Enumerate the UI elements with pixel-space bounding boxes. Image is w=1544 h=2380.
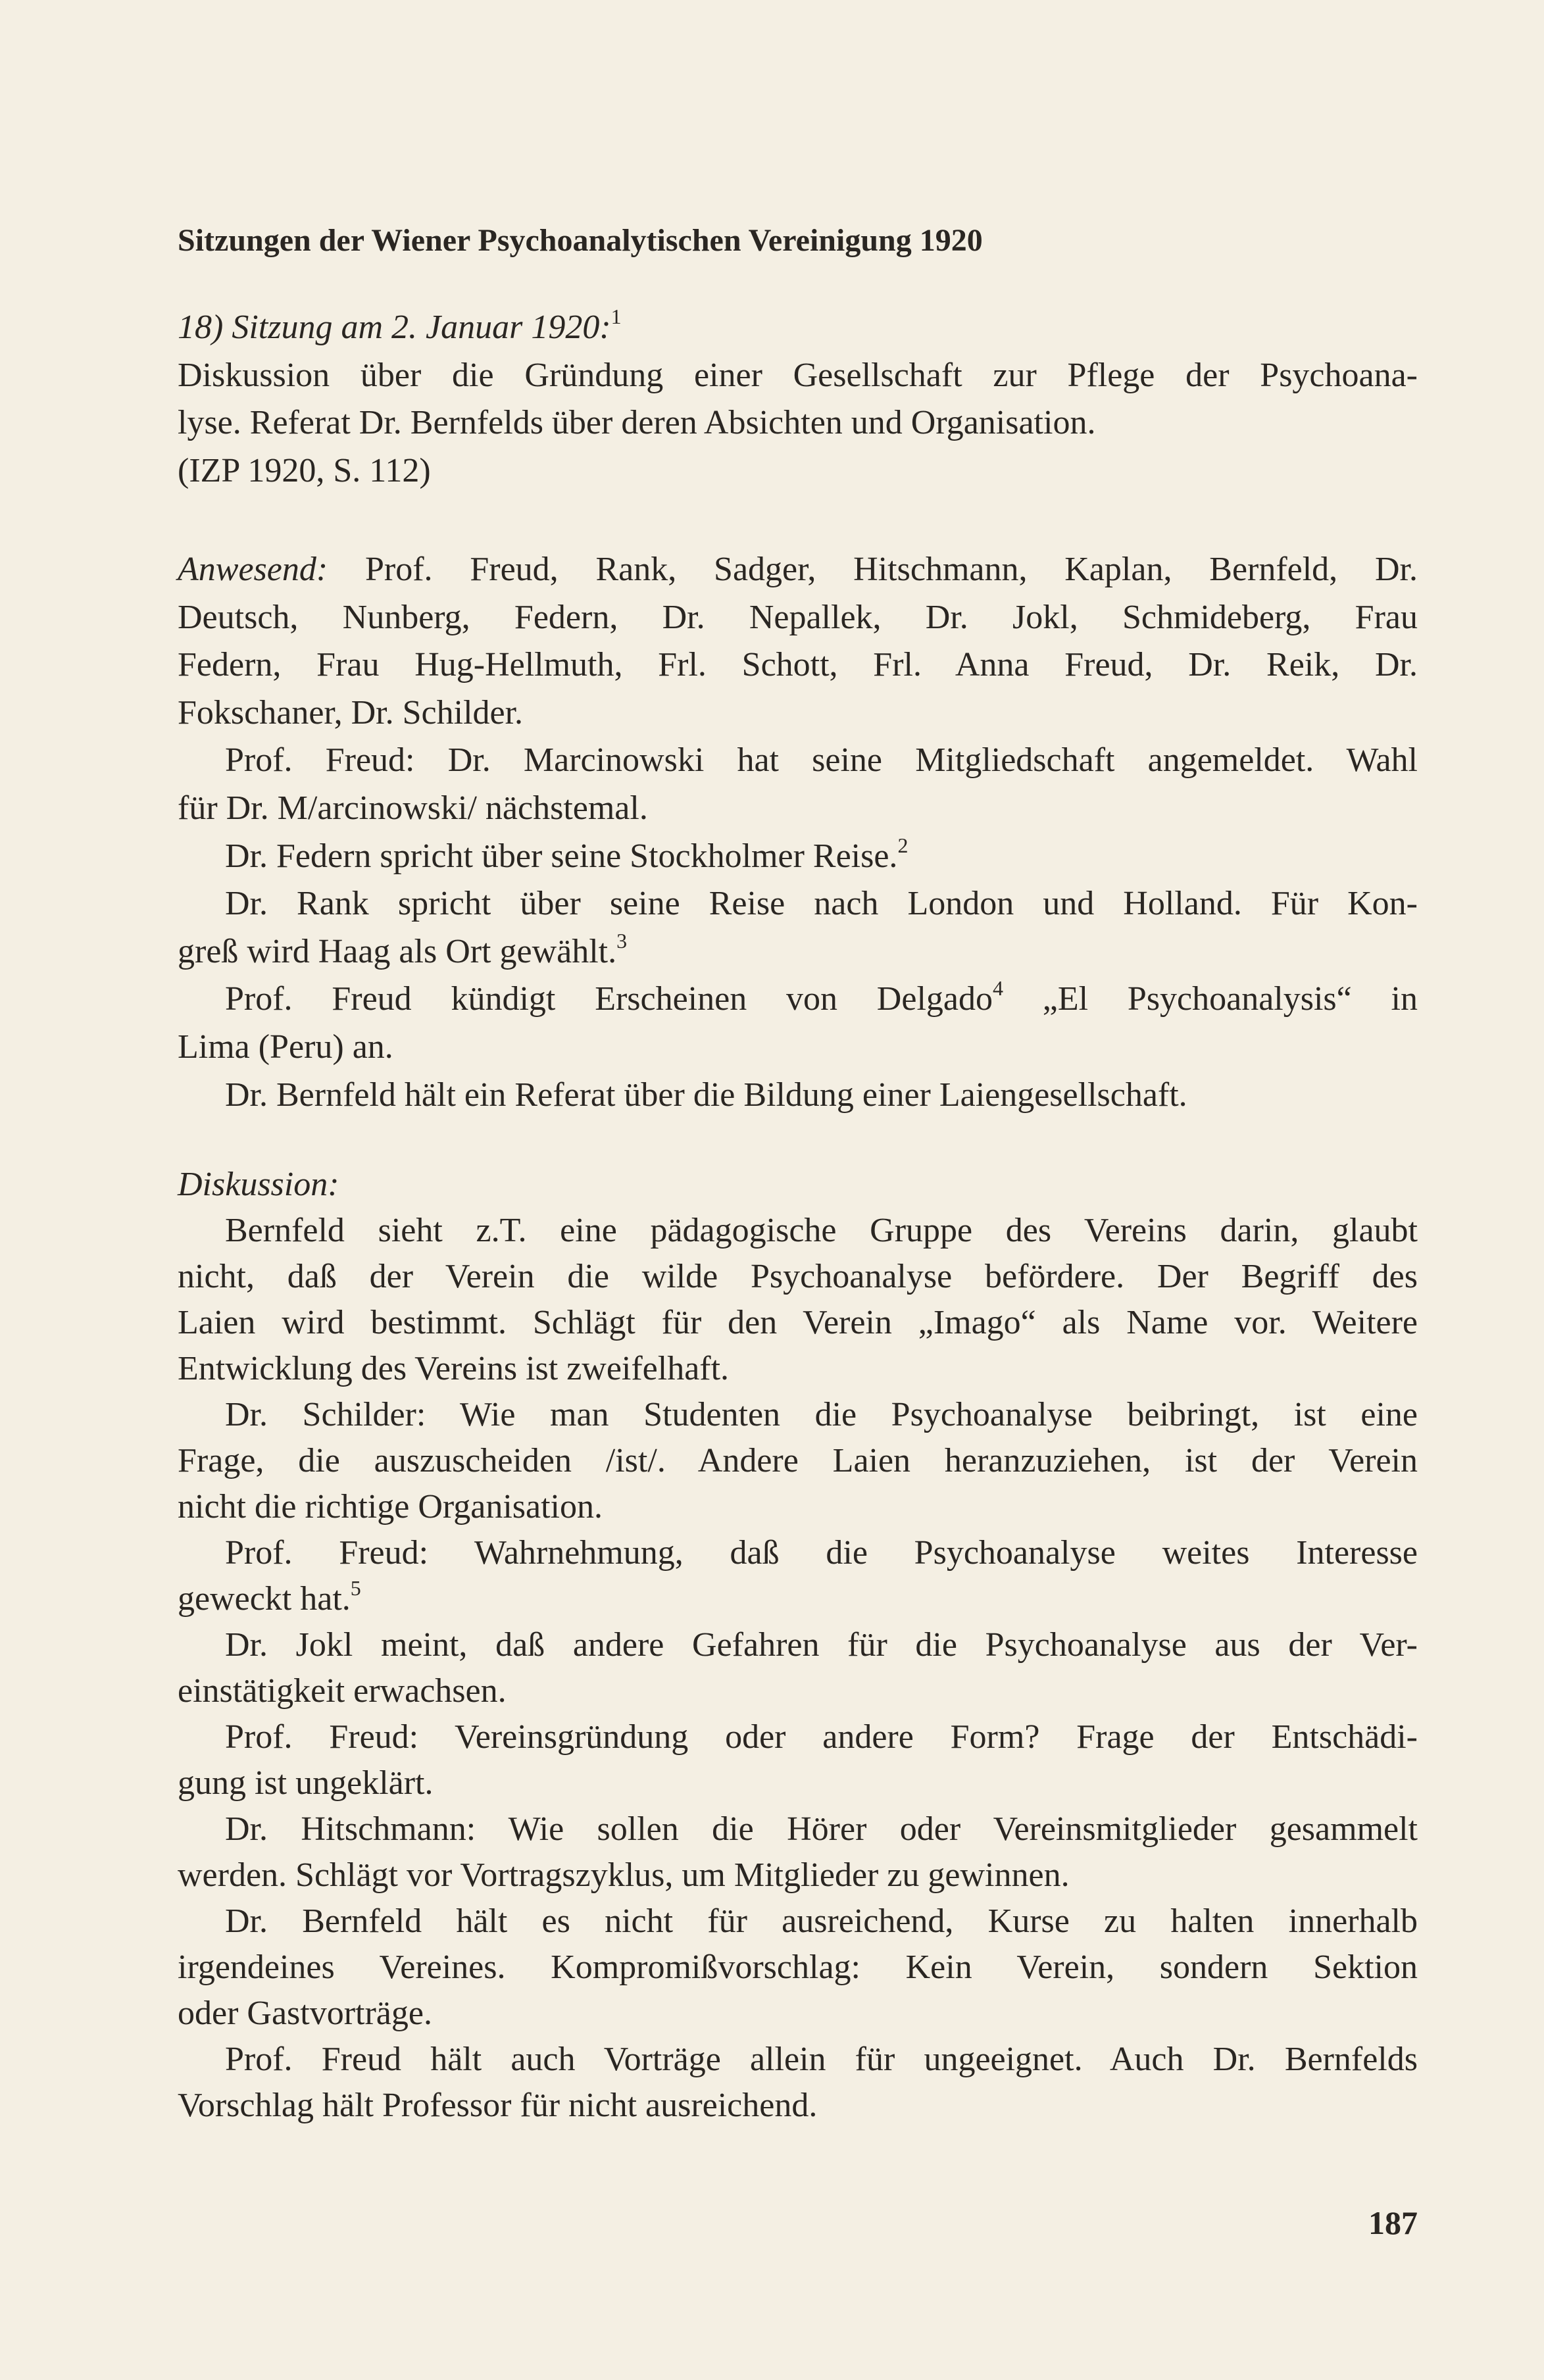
text-segment: (IZP 1920, S. 112) xyxy=(178,451,431,489)
text-segment: irgendeines Vereines. Kompromißvorschlag: Kein Verein, sondern Sektion xyxy=(178,1948,1418,1986)
text-segment: Prof. Freud: Wahrnehmung, daß die Psychoanalyse weites Interesse xyxy=(225,1534,1418,1572)
text-line xyxy=(178,1438,1418,1484)
text-line xyxy=(178,1300,1418,1346)
page-number: 187 xyxy=(1368,2204,1418,2241)
text-line xyxy=(178,785,1418,833)
text-segment: „El Psychoanalysis“ in xyxy=(1003,980,1418,1018)
text-segment: Prof. Freud: Dr. Marcinowski hat seine Mitgliedschaft angemeldet. Wahl xyxy=(225,741,1418,780)
italic-label: 18) Sitzung am 2. Januar 1920: xyxy=(178,309,611,346)
text-line xyxy=(178,1714,1418,1760)
text-segment: Dr. Bernfeld hält ein Referat über die Bildung einer Laiengesellschaft. xyxy=(225,1076,1187,1114)
text-line xyxy=(178,304,1418,352)
text-line xyxy=(178,1806,1418,1852)
text-segment: Dr. Bernfeld hält es nicht für ausreichend, Kurse zu halten innerhalb xyxy=(225,1902,1418,1940)
text-line xyxy=(178,1162,1418,1208)
text-line xyxy=(178,399,1418,447)
text-segment: Dr. Federn spricht über seine Stockholmer Reise. xyxy=(225,837,898,875)
text-line xyxy=(178,1484,1418,1530)
text-segment: Dr. Schilder: Wie man Studenten die Psychoanalyse beibringt, ist eine xyxy=(225,1396,1418,1433)
text-segment: Deutsch, Nunberg, Federn, Dr. Nepallek, Dr. Jokl, Schmideberg, Frau xyxy=(178,598,1418,636)
italic-label: Anwesend: xyxy=(178,551,328,588)
text-line xyxy=(178,641,1418,689)
text-line xyxy=(178,1530,1418,1576)
text-line xyxy=(178,1024,1418,1072)
footnote-marker: 1 xyxy=(610,305,622,328)
text-line xyxy=(178,689,1418,737)
session-section xyxy=(178,304,1418,495)
text-line xyxy=(178,1346,1418,1392)
text-line xyxy=(178,833,1418,881)
text-line xyxy=(178,737,1418,785)
text-segment: geweckt hat. xyxy=(178,1580,351,1618)
text-segment: greß wird Haag als Ort gewählt. xyxy=(178,932,617,970)
text-segment: Entwicklung des Vereins ist zweifelhaft. xyxy=(178,1350,730,1387)
text-segment: Lima (Peru) an. xyxy=(178,1028,393,1066)
text-line xyxy=(178,928,1418,976)
text-segment: Dr. Rank spricht über seine Reise nach London und Holland. Für Kon- xyxy=(225,885,1418,923)
text-line xyxy=(178,594,1418,642)
text-segment: Laien wird bestimmt. Schlägt für den Verein „Imago“ als Name vor. Weitere xyxy=(178,1304,1418,1341)
attendance-section xyxy=(178,546,1418,1119)
text-line xyxy=(178,1392,1418,1438)
footnote-marker: 4 xyxy=(992,976,1003,1001)
text-line xyxy=(178,352,1418,400)
text-line xyxy=(178,1668,1418,1714)
text-segment: Prof. Freud: Vereinsgründung oder andere Form? Frage der Entschädi- xyxy=(225,1718,1418,1756)
text-segment: Prof. Freud hält auch Vorträge allein für ungeeignet. Auch Dr. Bernfelds xyxy=(225,2041,1418,2078)
footnote-marker: 3 xyxy=(616,928,628,953)
text-segment: Vorschlag hält Professor für nicht ausreichend. xyxy=(178,2087,818,2124)
text-segment: Dr. Jokl meint, daß andere Gefahren für die Psychoanalyse aus der Ver- xyxy=(225,1626,1418,1664)
text-line xyxy=(178,1852,1418,1898)
text-line xyxy=(178,880,1418,928)
text-segment: nicht die richtige Organisation. xyxy=(178,1488,603,1525)
discussion-section xyxy=(178,1162,1418,2129)
text-segment: gung ist ungeklärt. xyxy=(178,1764,434,1802)
text-line xyxy=(178,1760,1418,1806)
text-segment: Dr. Hitschmann: Wie sollen die Hörer oder Vereinsmitglieder gesammelt xyxy=(225,1810,1418,1848)
footnote-marker: 2 xyxy=(897,833,909,857)
text-segment: Federn, Frau Hug-Hellmuth, Frl. Schott, Frl. Anna Freud, Dr. Reik, Dr. xyxy=(178,646,1418,684)
text-line xyxy=(178,1991,1418,2037)
text-segment: Diskussion über die Gründung einer Gesellschaft zur Pflege der Psychoana- xyxy=(178,356,1418,394)
text-segment: Prof. Freud kündigt Erscheinen von Delgado xyxy=(225,980,993,1018)
text-segment: Fokschaner, Dr. Schilder. xyxy=(178,693,524,731)
text-line xyxy=(178,1945,1418,1991)
text-line xyxy=(178,1622,1418,1668)
text-segment: oder Gastvorträge. xyxy=(178,1995,432,2032)
text-segment: einstätigkeit erwachsen. xyxy=(178,1672,507,1710)
text-line xyxy=(178,2083,1418,2129)
text-line xyxy=(178,1898,1418,1945)
text-line xyxy=(178,1208,1418,1254)
footnote-marker: 5 xyxy=(350,1576,361,1600)
text-segment: nicht, daß der Verein die wilde Psychoanalyse befördere. Der Begriff des xyxy=(178,1258,1418,1295)
italic-label: Diskussion: xyxy=(178,1166,339,1203)
text-line xyxy=(178,546,1418,594)
text-line xyxy=(178,976,1418,1024)
text-line xyxy=(178,1072,1418,1120)
text-segment: Frage, die auszuscheiden /ist/. Andere Laien heranzuziehen, ist der Verein xyxy=(178,1442,1418,1479)
text-segment: Bernfeld sieht z.T. eine pädagogische Gruppe des Vereins darin, glaubt xyxy=(225,1212,1418,1249)
text-segment: lyse. Referat Dr. Bernfelds über deren Absichten und Organisation. xyxy=(178,404,1096,442)
text-line xyxy=(178,1576,1418,1622)
text-line xyxy=(178,2037,1418,2083)
text-segment: für Dr. M/arcinowski/ nächstemal. xyxy=(178,789,648,827)
text-segment: Prof. Freud, Rank, Sadger, Hitschmann, Kaplan, Bernfeld, Dr. xyxy=(328,551,1418,588)
text-line xyxy=(178,447,1418,495)
page-heading: Sitzungen der Wiener Psychoanalytischen Vereinigung 1920 xyxy=(178,223,983,258)
text-line xyxy=(178,1254,1418,1300)
text-segment: werden. Schlägt vor Vortragszyklus, um Mitglieder zu gewinnen. xyxy=(178,1856,1070,1894)
